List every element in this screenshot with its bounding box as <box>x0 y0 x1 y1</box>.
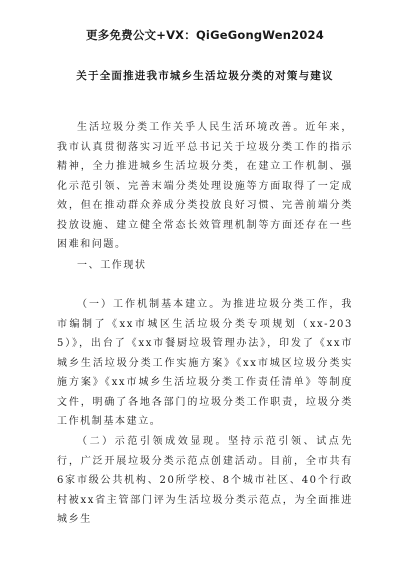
paragraph-text: （一）工作机制基本建立。为推进垃圾分类工作，我市编制了《xx市城区生活垃圾分类专项规划（xx-2035）》，出台了《xx市餐厨垃圾管理办法》，印发了《xx市城乡生活垃圾分类工作实施方案》《xx市城区垃圾分类实施方案》《xx市城乡生活垃圾分类工作责任清单》等制度文件，明确了各地各部门的垃圾分类工作职责，垃圾分类工作机制基本建立。 <box>57 299 353 427</box>
paragraph-work-mechanism <box>57 295 353 432</box>
paragraph-demonstration <box>57 432 353 530</box>
paragraph-text: （二）示范引领成效显现。坚持示范引领、试点先行，广泛开展垃圾分类示范点创建活动。目前，全市共有6家市级公共机构、20所学校、8个城市社区、40个行政村被xx省主管部门评为生活垃圾分类示范点，为全面推进城乡生 <box>57 436 353 525</box>
promo-header: 更多免费公文+VX：QiGeGongWen2024 <box>86 28 324 42</box>
section-heading <box>57 256 353 276</box>
paragraph-intro <box>57 118 353 255</box>
section-heading-text: 一、工作现状 <box>77 260 147 271</box>
document-title: 关于全面推进我市城乡生活垃圾分类的对策与建议 <box>76 70 334 82</box>
paragraph-text: 生活垃圾分类工作关乎人民生活环境改善。近年来，我市认真贯彻落实习近平总书记关于垃圾分类工作的指示精神，全力推进城乡生活垃圾分类，在建立工作机制、强化示范引领、完善末端分类处理设施等方面取得了一定成效，但在推动群众养成分类投放良好习惯、完善前端分类投放设施、建立健全常态长效管理机制等方面还存在一些困难和问题。 <box>57 122 353 250</box>
